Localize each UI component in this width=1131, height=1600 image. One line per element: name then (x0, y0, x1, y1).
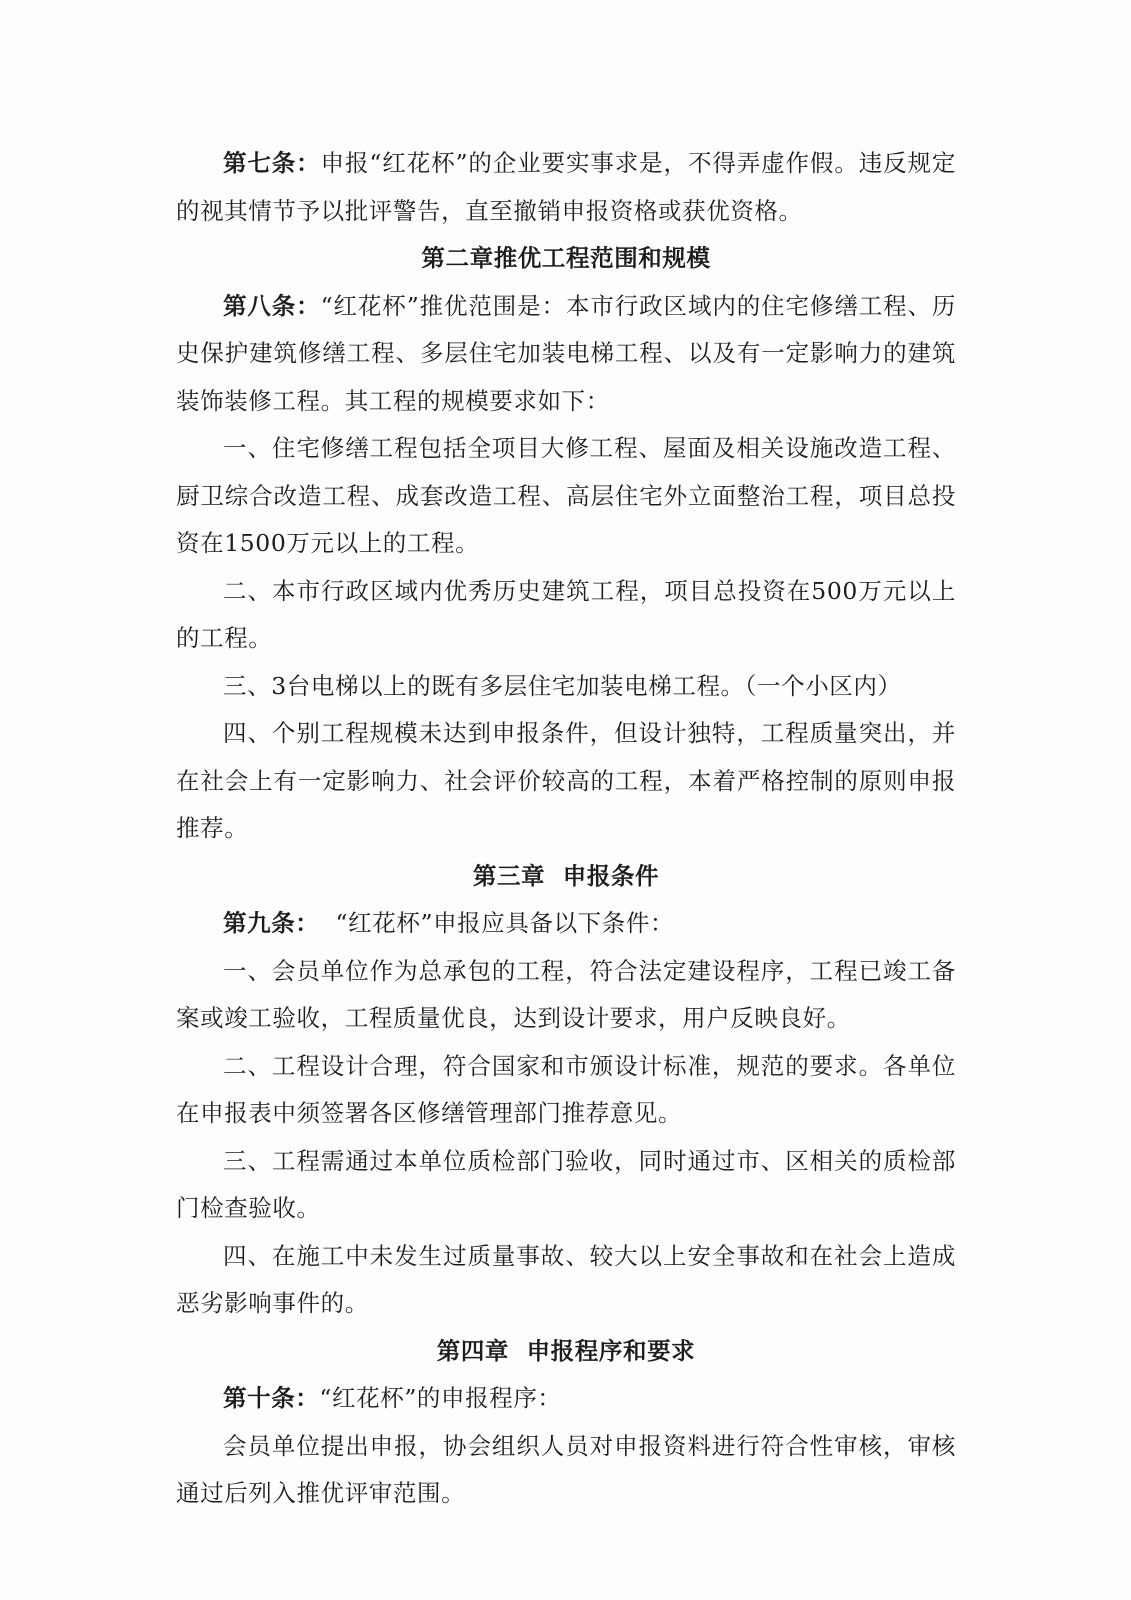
article-10-paragraph (176, 1375, 956, 1423)
article-8-item-3: 三、3台电梯以上的既有多层住宅加装电梯工程。（一个小区内） (223, 671, 902, 700)
chapter-3-heading: 第三章 申报条件 (472, 861, 660, 890)
article-10-label: 第十条： (223, 1384, 320, 1412)
article-7-text: 申报“红花杯”的企业要实事求是，不得弄虚作假。违反规定的视其情节予以批评警告，直至撤销申报资格或获优资格。 (176, 149, 956, 225)
chapter-4-heading: 第四章 申报程序和要求 (436, 1336, 696, 1365)
article-8-item-1: 一、住宅修缮工程包括全项目大修工程、屋面及相关设施改造工程、厨卫综合改造工程、成套改造工程、高层住宅外立面整治工程，项目总投资在1500万元以上的工程。 (176, 434, 956, 557)
article-9-item-1: 一、会员单位作为总承包的工程，符合法定建设程序，工程已竣工备案或竣工验收，工程质量优良，达到设计要求，用户反映良好。 (176, 956, 956, 1032)
article-10-text: “红花杯”的申报程序： (319, 1384, 562, 1412)
article-9-item-4: 四、在施工中未发生过质量事故、较大以上安全事故和在社会上造成恶劣影响事件的。 (176, 1241, 956, 1317)
article-8-label: 第八条： (223, 291, 321, 320)
article-9-label: 第九条： (223, 909, 320, 937)
article-8-item-4: 四、个别工程规模未达到申报条件，但设计独特，工程质量突出，并在社会上有一定影响力、社会评价较高的工程，本着严格控制的原则申报推荐。 (176, 719, 956, 842)
article-9-text: “红花杯”申报应具备以下条件： (319, 909, 675, 937)
article-8-paragraph (176, 283, 956, 426)
article-7-paragraph (176, 140, 956, 235)
document-body (176, 140, 956, 1518)
article-10-body: 会员单位提出申报，协会组织人员对申报资料进行符合性审核，审核通过后列入推优评审范围。 (176, 1431, 956, 1507)
article-9-item-2: 二、工程设计合理，符合国家和市颁设计标准，规范的要求。各单位在申报表中须签署各区修缮管理部门推荐意见。 (176, 1051, 956, 1127)
article-8-item-2: 二、本市行政区域内优秀历史建筑工程，项目总投资在500万元以上的工程。 (176, 576, 956, 652)
article-7-label: 第七条： (223, 149, 321, 177)
article-9-paragraph (176, 900, 956, 948)
article-8-text: “红花杯”推优范围是：本市行政区域内的住宅修缮工程、历史保护建筑修缮工程、多层住宅加装电梯工程、以及有一定影响力的建筑装饰装修工程。其工程的规模要求如下： (176, 291, 956, 415)
article-9-item-3: 三、工程需通过本单位质检部门验收，同时通过市、区相关的质检部门检查验收。 (176, 1146, 956, 1222)
chapter-2-heading: 第二章推优工程范围和规模 (421, 244, 711, 272)
